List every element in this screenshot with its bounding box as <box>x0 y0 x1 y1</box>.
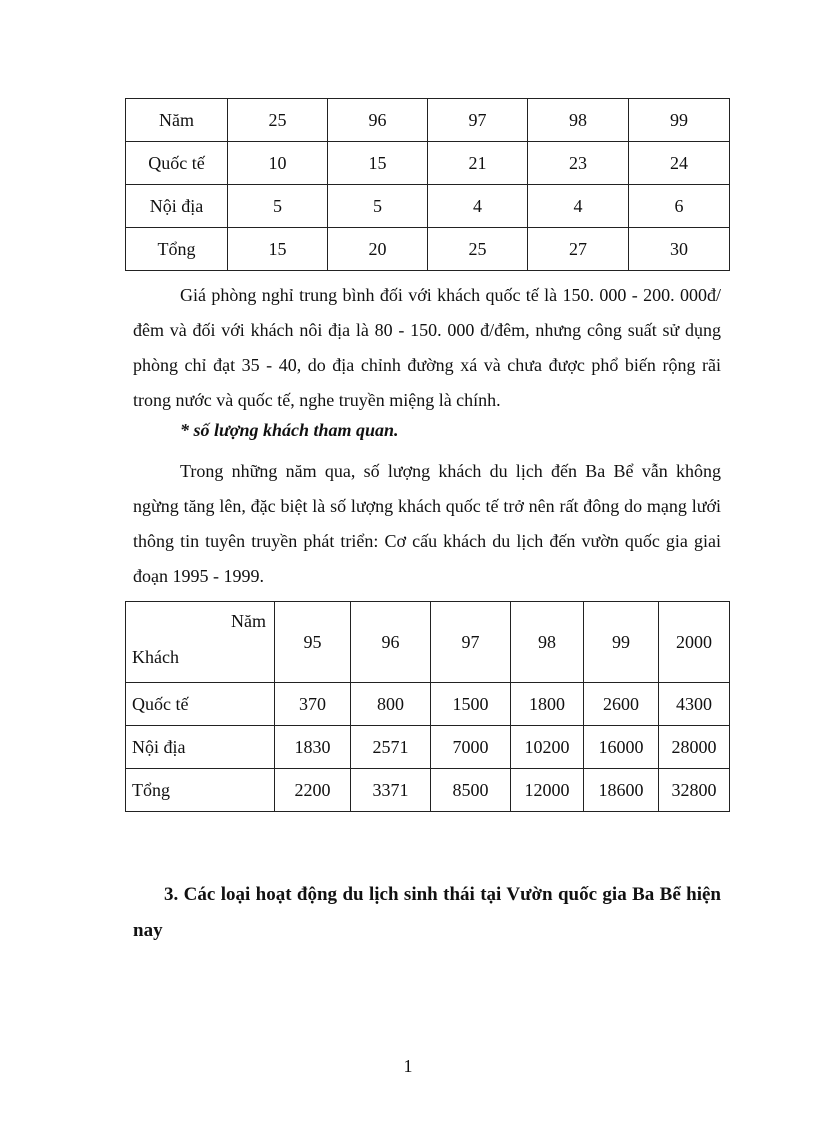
table-cell: 21 <box>428 142 528 185</box>
year-header-cell: 2000 <box>659 602 730 683</box>
table-cell: 32800 <box>659 769 730 812</box>
table-cell: Quốc tế <box>126 142 228 185</box>
table-cell: 1830 <box>275 726 351 769</box>
table-cell: 10200 <box>511 726 584 769</box>
table-row <box>126 769 730 812</box>
table-cell: 27 <box>528 228 629 271</box>
table-cell: 1500 <box>431 683 511 726</box>
section-heading: 3. Các loại hoạt động du lịch sinh thái tại Vườn quốc gia Ba Bể hiện nay <box>133 884 721 941</box>
table-cell: 15 <box>228 228 328 271</box>
table-cell: 370 <box>275 683 351 726</box>
table-cell: 96 <box>328 99 428 142</box>
table-cell: 30 <box>629 228 730 271</box>
table-row <box>126 99 730 142</box>
table-cell: 2600 <box>584 683 659 726</box>
table-row <box>126 185 730 228</box>
row-label-cell: Nội địa <box>126 726 275 769</box>
year-header-cell: 99 <box>584 602 659 683</box>
corner-year-label: Năm <box>231 611 266 631</box>
room-price-paragraph: Giá phòng nghỉ trung bình đối với khách quốc tế là 150. 000 - 200. 000đ/đêm và đối với khách nôi địa là 80 - 150. 000 đ/đêm, nhưng công suất sử dụng phòng chỉ đạt 35 - 40, do địa chỉnh đường xá và chưa được phổ biến rộng rãi trong nước và quốc tế, nghe truyền miệng là chính. <box>133 285 721 410</box>
table-cell: 6 <box>629 185 730 228</box>
table-cell: 2571 <box>351 726 431 769</box>
table-cell: Tổng <box>126 228 228 271</box>
year-header-cell: 96 <box>351 602 431 683</box>
table-cell: 20 <box>328 228 428 271</box>
table-cell: 5 <box>228 185 328 228</box>
table-cell: 25 <box>228 99 328 142</box>
year-header-cell: 95 <box>275 602 351 683</box>
table-cell: 1800 <box>511 683 584 726</box>
table-cell: 24 <box>629 142 730 185</box>
visitor-count-subtitle: * số lượng khách tham quan. <box>180 420 399 440</box>
table-cell: 18600 <box>584 769 659 812</box>
table-cell: 4300 <box>659 683 730 726</box>
table-cell: 2200 <box>275 769 351 812</box>
table-cell: 4 <box>528 185 629 228</box>
table-cell: 23 <box>528 142 629 185</box>
row-label-cell: Tổng <box>126 769 275 812</box>
visitor-growth-paragraph: Trong những năm qua, số lượng khách du lịch đến Ba Bể vẫn không ngừng tăng lên, đặc biệt là số lượng khách quốc tế trở nên rất đông do mạng lưới thông tin tuyên truyền phát triển: Cơ cấu khách du lịch đến vườn quốc gia giai đoạn 1995 - 1999. <box>133 461 721 586</box>
table-cell: 28000 <box>659 726 730 769</box>
row-label-cell: Quốc tế <box>126 683 275 726</box>
table-header-row <box>126 602 730 683</box>
table-row <box>126 726 730 769</box>
visitor-structure-table <box>125 601 730 812</box>
hotel-guests-table <box>125 98 730 271</box>
table-cell: 7000 <box>431 726 511 769</box>
table-row <box>126 228 730 271</box>
table-cell: Năm <box>126 99 228 142</box>
table-cell: 800 <box>351 683 431 726</box>
table-cell: 15 <box>328 142 428 185</box>
table-cell: 4 <box>428 185 528 228</box>
table-cell: 97 <box>428 99 528 142</box>
table-cell: 25 <box>428 228 528 271</box>
table-cell: 98 <box>528 99 629 142</box>
year-header-cell: 97 <box>431 602 511 683</box>
table-cell: 10 <box>228 142 328 185</box>
table-row <box>126 142 730 185</box>
table-cell: 3371 <box>351 769 431 812</box>
table-row <box>126 683 730 726</box>
table-cell: 8500 <box>431 769 511 812</box>
corner-header-cell <box>126 602 275 683</box>
table-cell: 99 <box>629 99 730 142</box>
table-cell: 5 <box>328 185 428 228</box>
table-cell: 16000 <box>584 726 659 769</box>
page-number: 1 <box>403 1056 413 1076</box>
year-header-cell: 98 <box>511 602 584 683</box>
table-cell: 12000 <box>511 769 584 812</box>
corner-guest-label: Khách <box>132 647 179 667</box>
table-cell: Nội địa <box>126 185 228 228</box>
